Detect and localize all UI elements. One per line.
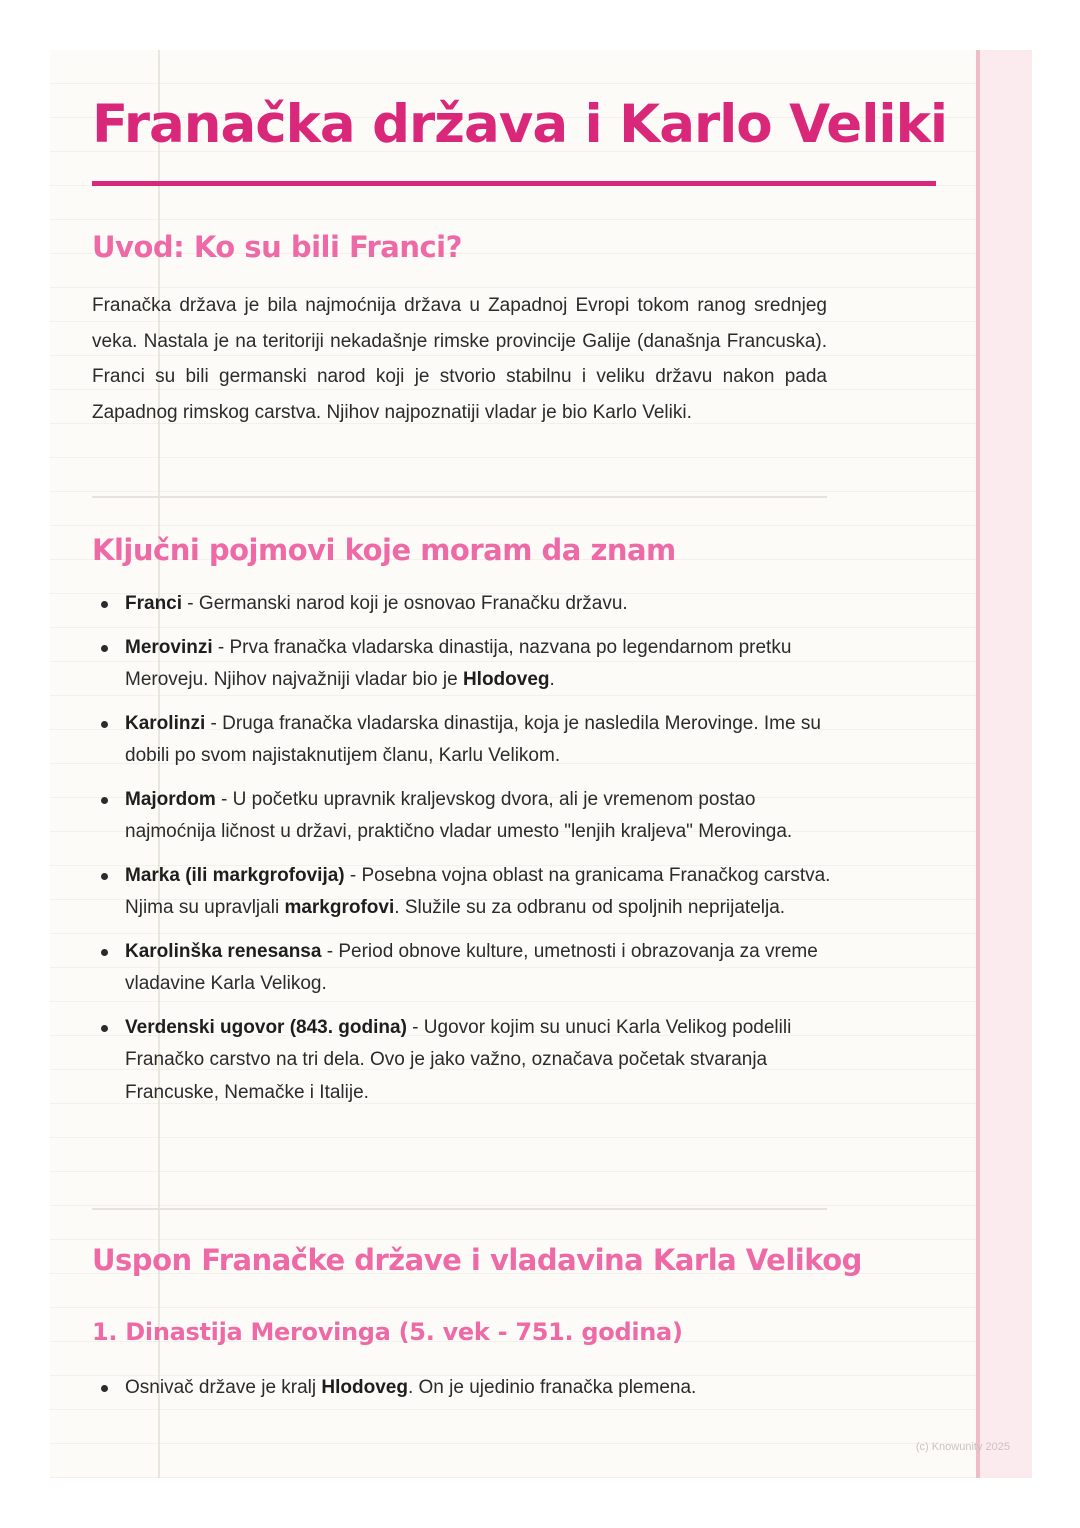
copyright-footer: (c) Knowunity 2025 [915, 1441, 1010, 1453]
term-label: Merovinzi [125, 636, 213, 658]
section-divider [92, 1208, 827, 1210]
term-label: Verdenski ugovor (843. godina) [125, 1016, 407, 1038]
list-item [92, 936, 832, 1001]
merovingian-list [92, 1372, 832, 1416]
list-item [92, 588, 832, 621]
term-text: - U početku upravnik kraljevskog dvora, ali je vremenom postao najmoćnija ličnost u državi, praktično vladar umesto "lenjih kraljeva" Merovinga. [125, 788, 793, 842]
list-item [92, 1012, 832, 1110]
document-page [50, 50, 1032, 1478]
bullet-emphasis: Hlodoveg [321, 1377, 408, 1398]
page-title: Franačka država i Karlo Veliki [92, 94, 947, 155]
intro-paragraph: Franačka država je bila najmoćnija država u Zapadnoj Evropi tokom ranog srednjeg veka. Nastala je na teritoriji nekadašnje rimske provincije Galije (današnja Francuska). Franci su bili germanski narod koji je stvorio stabilnu i veliku državu nakon pada Zapadnog rimskog carstva. Njihov najpoznatiji vladar je bio Karlo Veliki. [92, 295, 827, 423]
term-text: . [549, 669, 555, 690]
list-item [92, 632, 832, 697]
bullet-text: . On je ujedinio franačka plemena. [407, 1377, 697, 1398]
bullet-text: Osnivač države je kralj [125, 1377, 322, 1398]
term-label: Karolinška renesansa [125, 940, 322, 962]
term-label: Marka (ili markgrofovija) [125, 864, 345, 886]
list-item [92, 1372, 832, 1405]
term-emphasis: Hlodoveg [462, 669, 550, 690]
term-label: Franci [125, 593, 183, 614]
term-label: Majordom [125, 788, 216, 810]
term-label: Karolinzi [125, 712, 206, 734]
term-text: - Druga franačka vladarska dinastija, koja je nasledila Merovinge. Ime su dobili po svom najistaknutijem članu, Karlu Velikom. [125, 712, 821, 766]
section-divider [92, 496, 827, 498]
intro-heading: Uvod: Ko su bili Franci? [92, 230, 462, 264]
merovingian-subheading: 1. Dinastija Merovinga (5. vek - 751. godina) [92, 1318, 683, 1346]
term-text: - Germanski narod koji je osnovao Franačku državu. [182, 593, 628, 614]
term-emphasis: markgrofovi [284, 897, 395, 918]
right-margin-line [976, 50, 980, 1478]
term-text: - Prva franačka vladarska dinastija, nazvana po legendarnom pretku Meroveju. Njihov najvažniji vladar bio je [125, 636, 792, 690]
term-text: - Posebna vojna oblast na granicama Franačkog carstva. Njima su upravljali [125, 864, 831, 918]
term-text: - Ugovor kojim su unuci Karla Velikog podelili Franačko carstvo na tri dela. Ovo je jako važno, označava početak stvaranja Francuske, Nemačke i Italije. [125, 1016, 792, 1103]
list-item [92, 784, 832, 849]
rise-heading: Uspon Franačke države i vladavina Karla Velikog [92, 1243, 862, 1277]
key-terms-heading: Ključni pojmovi koje moram da znam [92, 533, 676, 567]
title-underline [92, 181, 936, 186]
list-item [92, 860, 832, 925]
term-text: . Služile su za odbranu od spoljnih neprijatelja. [394, 897, 786, 918]
term-text: - Period obnove kulture, umetnosti i obrazovanja za vreme vladavine Karla Velikog. [125, 940, 818, 994]
key-terms-list [92, 588, 832, 1120]
list-item [92, 708, 832, 773]
right-margin-strip [976, 50, 1032, 1478]
